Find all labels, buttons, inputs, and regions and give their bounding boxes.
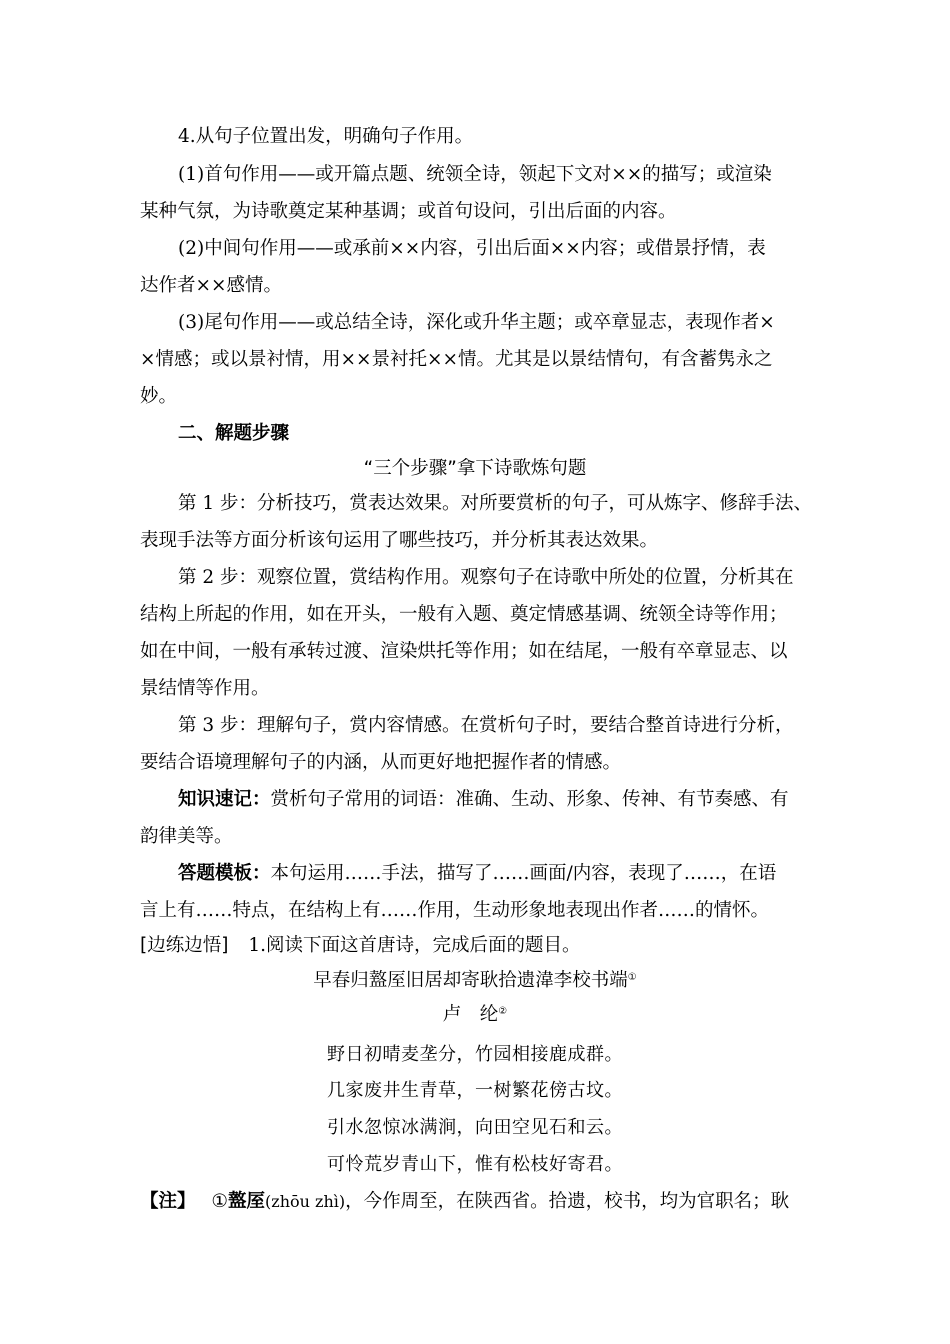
- note-marker: ①: [211, 1191, 228, 1212]
- step2-line-4: 景结情等作用。: [140, 678, 270, 699]
- paragraph-1-line-2: 某种气氛，为诗歌奠定某种基调；或首句设问，引出后面的内容。: [140, 201, 677, 222]
- poem-line-4: 可怜荒岁青山下，惟有松枝好寄君。: [327, 1154, 623, 1175]
- step1-line-1: 第 1 步：分析技巧，赏表达效果。对所要赏析的句子，可从炼字、修辞手法、: [178, 493, 813, 514]
- step2-line-1: 第 2 步：观察位置，赏结构作用。观察句子在诗歌中所处的位置，分析其在: [178, 567, 794, 588]
- note-term: 盩厔: [228, 1191, 266, 1212]
- paragraph-2-line-2: 达作者××感情。: [140, 275, 283, 296]
- knowledge-text: 赏析句子常用的词语：准确、生动、形象、传神、有节奏感、有: [270, 789, 789, 810]
- practice-instruction: 1.阅读下面这首唐诗，完成后面的题目。: [248, 935, 581, 956]
- poem-author: [0, 1002, 950, 1028]
- template-label: 答题模板：: [178, 863, 271, 884]
- practice-label: [边练边悟]: [140, 935, 229, 956]
- step1-line-2: 表现手法等方面分析该句运用了哪些技巧，并分析其表达效果。: [140, 530, 659, 551]
- paragraph-1-line-1: (1)首句作用——或开篇点题、统领全诗，领起下文对××的描写；或渲染: [178, 164, 772, 185]
- knowledge-label: 知识速记：: [178, 789, 271, 810]
- note-line: [140, 1189, 789, 1215]
- paragraph-3-line-3: 妙。: [140, 386, 178, 407]
- template-text: 本句运用……手法，描写了……画面/内容，表现了……，在语: [270, 863, 777, 884]
- poem-line-2: 几家废井生青草，一树繁花傍古坟。: [327, 1080, 623, 1101]
- paragraph-3-line-2: ×情感；或以景衬情，用××景衬托××情。尤其是以景结情句，有含蓄隽永之: [140, 349, 773, 370]
- poem-title-note: ①: [627, 972, 637, 983]
- section2-heading: 二、解题步骤: [178, 423, 290, 444]
- poem-title: [0, 968, 950, 994]
- practice-line: [140, 933, 580, 959]
- note-text: ，今作周至，在陕西省。拾遗，校书，均为官职名；耿: [345, 1191, 790, 1212]
- knowledge-line-1: [178, 787, 789, 813]
- section4-heading: 4.从句子位置出发，明确句子作用。: [178, 126, 474, 147]
- poem-title-text: 早春归盩厔旧居却寄耿拾遗湋李校书端: [313, 970, 628, 991]
- poem-line-3: 引水忽惊冰满涧，向田空见石和云。: [327, 1117, 623, 1138]
- step2-line-3: 如在中间，一般有承转过渡、渲染烘托等作用；如在结尾，一般有卒章显志、以: [140, 641, 788, 662]
- template-line-2: 言上有……特点，在结构上有……作用，生动形象地表现出作者……的情怀。: [140, 900, 770, 921]
- poem-line-1: 野日初晴麦垄分，竹园相接鹿成群。: [327, 1044, 623, 1065]
- template-line-1: [178, 861, 776, 887]
- note-label: 【注】: [140, 1191, 196, 1212]
- paragraph-3-line-1: (3)尾句作用——或总结全诗，深化或升华主题；或卒章显志，表现作者×: [178, 312, 775, 333]
- knowledge-line-2: 韵律美等。: [140, 826, 233, 847]
- step3-line-1: 第 3 步：理解句子，赏内容情感。在赏析句子时，要结合整首诗进行分析，: [178, 715, 794, 736]
- poem-author-note: ②: [498, 1006, 508, 1017]
- paragraph-2-line-1: (2)中间句作用——或承前××内容，引出后面××内容；或借景抒情，表: [178, 238, 766, 259]
- note-pinyin: (zhōu zhì): [265, 1192, 346, 1211]
- poem-author-text: 卢 纶: [442, 1004, 499, 1025]
- step2-line-2: 结构上所起的作用，如在开头，一般有入题、奠定情感基调、统领全诗等作用；: [140, 604, 788, 625]
- step3-line-2: 要结合语境理解句子的内涵，从而更好地把握作者的情感。: [140, 752, 622, 773]
- section2-subtitle: “三个步骤”拿下诗歌炼句题: [363, 458, 587, 479]
